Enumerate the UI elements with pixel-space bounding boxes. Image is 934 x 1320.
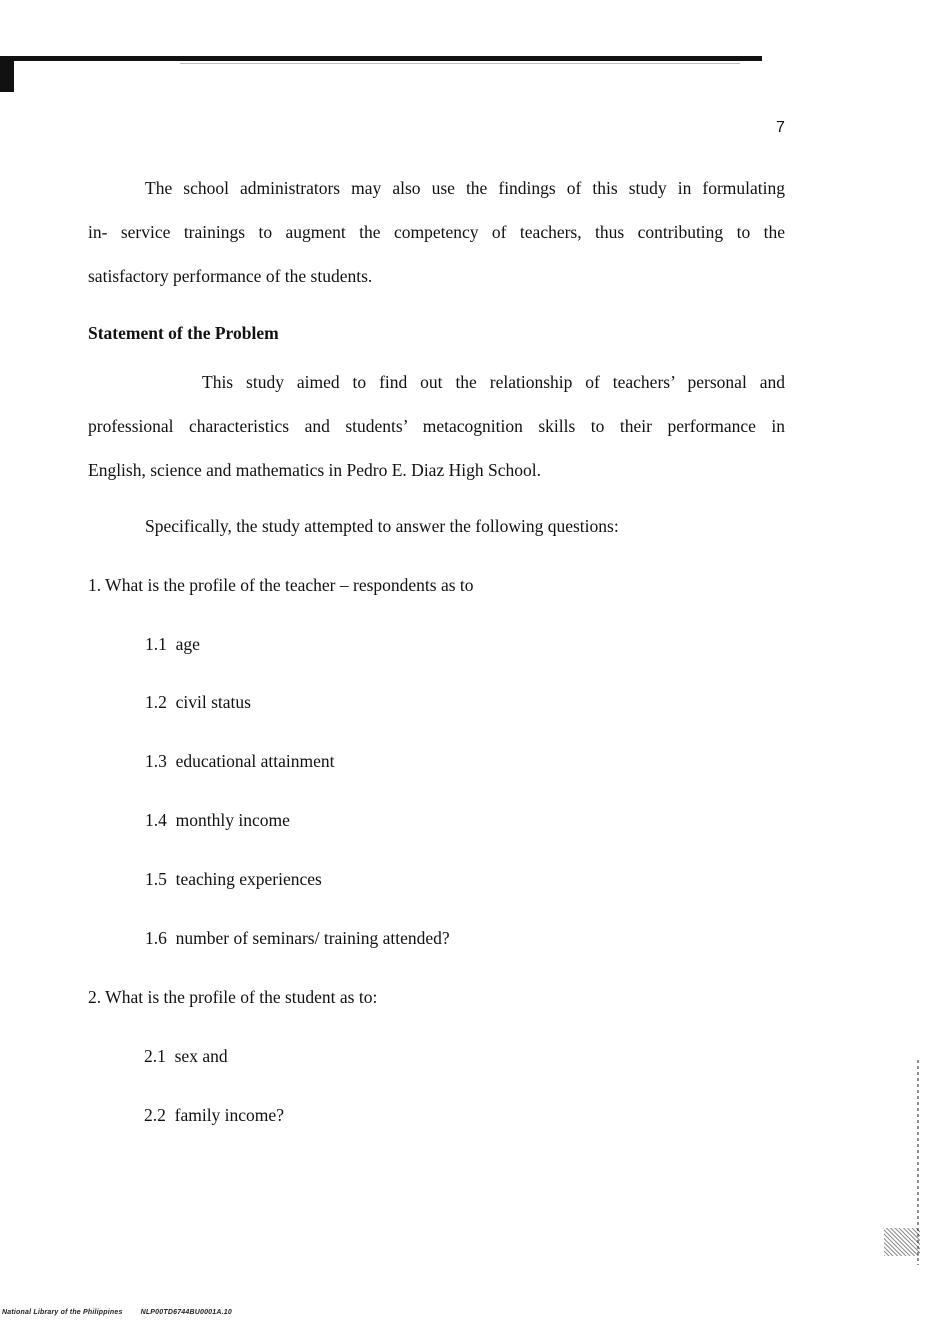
section-heading: Statement of the Problem: [88, 323, 279, 343]
question-2: 2. What is the profile of the student as to:: [88, 987, 378, 1007]
specific-intro: Specifically, the study attempted to answer the following questions:: [145, 516, 619, 536]
item-label: sex and: [174, 1046, 228, 1066]
item-number: 1.1: [145, 634, 167, 654]
intro-line-2: in- service trainings to augment the competency of teachers, thus contributing to the: [88, 222, 785, 242]
scan-noise-artifact: [884, 1228, 920, 1256]
list-item: [144, 1105, 284, 1126]
item-number: 1.4: [145, 810, 167, 830]
intro-paragraph: [88, 166, 785, 298]
footer-watermark: [2, 1309, 232, 1316]
list-item: [145, 634, 200, 655]
list-item: [145, 692, 251, 713]
intro-line-1: The school administrators may also use the findings of this study in formulating: [145, 178, 785, 198]
item-number: 2.1: [144, 1046, 166, 1066]
footer-code: NLP00TD6744BU0001A.10: [140, 1309, 232, 1316]
item-number: 1.2: [145, 692, 167, 712]
item-label: number of seminars/ training attended?: [175, 928, 450, 948]
statement-line-2: professional characteristics and students’ metacognition skills to their performance in: [88, 416, 785, 436]
scan-top-border-faint: [180, 63, 740, 64]
statement-line-3: English, science and mathematics in Pedro E. Diaz High School.: [88, 460, 541, 480]
list-item: [145, 869, 322, 890]
item-label: civil status: [175, 692, 251, 712]
item-label: family income?: [174, 1105, 284, 1125]
list-item: [145, 928, 450, 949]
item-label: educational attainment: [175, 751, 335, 771]
item-number: 2.2: [144, 1105, 166, 1125]
item-number: 1.5: [145, 869, 167, 889]
statement-paragraph: [88, 360, 785, 492]
page-number: 7: [776, 119, 785, 136]
statement-line-1: This study aimed to find out the relationship of teachers’ personal and: [202, 372, 785, 392]
item-label: monthly income: [175, 810, 290, 830]
list-item: [144, 1046, 228, 1067]
intro-line-3: satisfactory performance of the students.: [88, 266, 373, 286]
scan-top-border: [0, 56, 762, 61]
list-item: [145, 810, 290, 831]
scan-corner-mark: [0, 56, 14, 92]
question-1: 1. What is the profile of the teacher – respondents as to: [88, 575, 474, 595]
item-number: 1.3: [145, 751, 167, 771]
item-label: age: [175, 634, 200, 654]
footer-library: National Library of the Philippines: [2, 1309, 123, 1316]
item-label: teaching experiences: [175, 869, 322, 889]
item-number: 1.6: [145, 928, 167, 948]
list-item: [145, 751, 335, 772]
